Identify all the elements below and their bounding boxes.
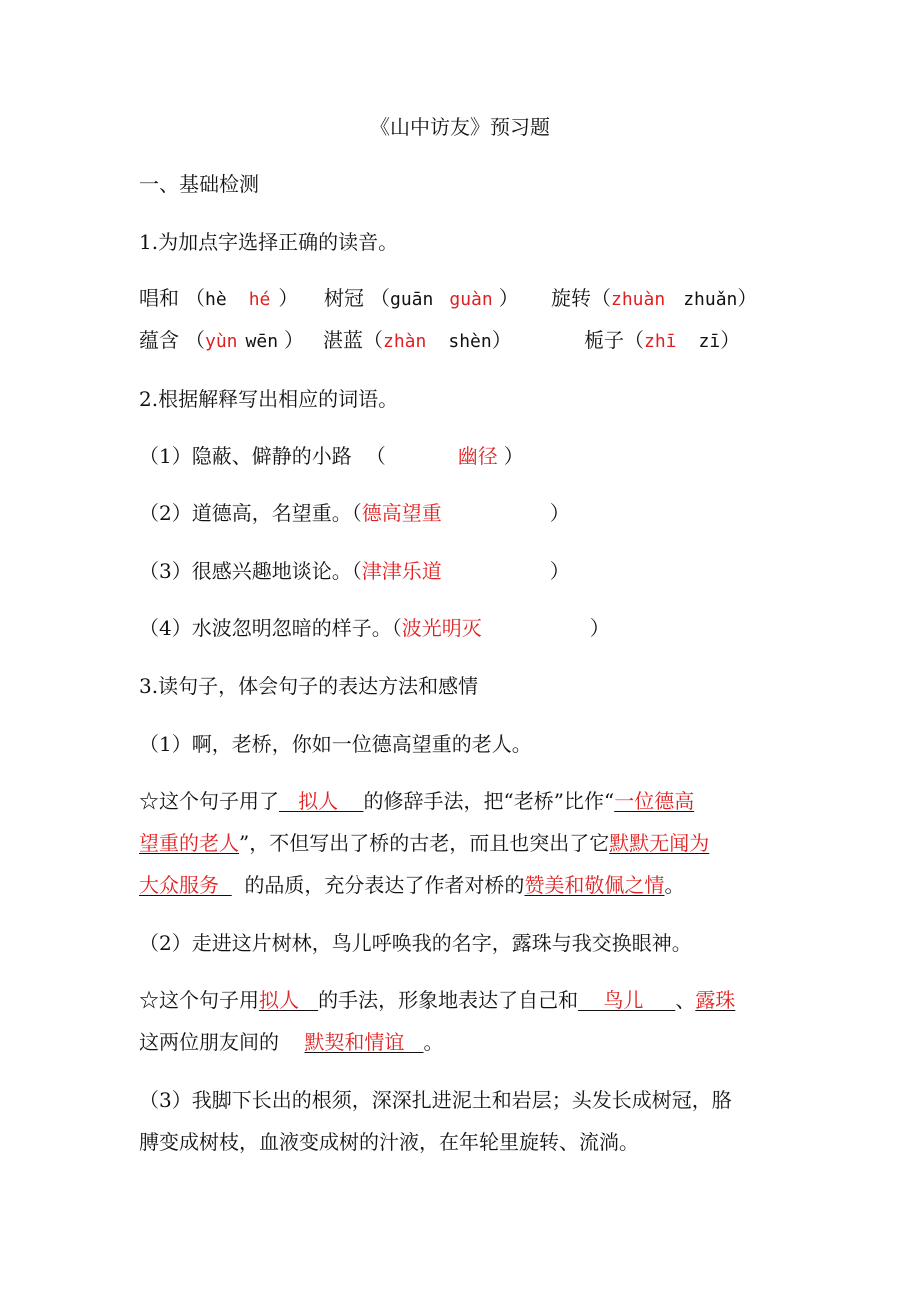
- definition-item: （3）很感兴趣地谈论。（津津乐道 ）: [139, 559, 570, 583]
- definition-item: （1）隐蔽、僻静的小路 （ 幽径 ）: [139, 444, 524, 468]
- sentence-3-line-1: （3）我脚下长出的根须，深深扎进泥土和岩层；头发长成树冠，胳: [139, 1088, 732, 1112]
- answer-1-line-3: 大众服务 的品质，充分表达了作者对桥的赞美和敬佩之情。: [139, 873, 685, 897]
- answer-2-line-2: 这两位朋友间的 默契和情谊 。: [139, 1030, 444, 1054]
- pinyin-item: 蕴含 （yùn wēn ）: [139, 328, 305, 352]
- answer-1-line-1: ☆这个句子用了 拟人 的修辞手法，把“老桥”比作“一位德高: [139, 789, 695, 813]
- definition-item: （4）水波忽明忽暗的样子。（波光明灭 ）: [139, 616, 610, 640]
- sentence-3-line-2: 膊变成树枝，血液变成树的汁液，在年轮里旋转、流淌。: [139, 1130, 639, 1154]
- pinyin-item: 树冠 （guān guàn ）: [324, 286, 519, 310]
- section-heading: 一、基础检测: [139, 172, 259, 196]
- answer-1-line-2: 望重的老人”，不但写出了桥的古老，而且也突出了它默默无闻为: [139, 831, 710, 855]
- question-1-prompt: 1.为加点字选择正确的读音。: [139, 230, 399, 254]
- definition-item: （2）道德高，名望重。（德高望重 ）: [139, 501, 570, 525]
- pinyin-item: 湛蓝（zhàn shèn）: [323, 328, 512, 352]
- pinyin-item: 旋转（zhuàn zhuǎn）: [551, 286, 758, 310]
- question-3-prompt: 3.读句子，体会句子的表达方法和感情: [139, 674, 479, 698]
- pinyin-item: 栀子（zhī zī）: [584, 328, 741, 352]
- page-title: 《山中访友》预习题: [370, 115, 550, 139]
- pinyin-item: 唱和 （hè hé ）: [139, 286, 299, 310]
- sentence-1: （1）啊，老桥，你如一位德高望重的老人。: [139, 732, 532, 756]
- answer-2-line-1: ☆这个句子用拟人 的手法，形象地表达了自己和 鸟儿 、露珠: [139, 988, 736, 1012]
- sentence-2: （2）走进这片树林，鸟儿呼唤我的名字，露珠与我交换眼神。: [139, 931, 692, 955]
- question-2-prompt: 2.根据解释写出相应的词语。: [139, 387, 399, 411]
